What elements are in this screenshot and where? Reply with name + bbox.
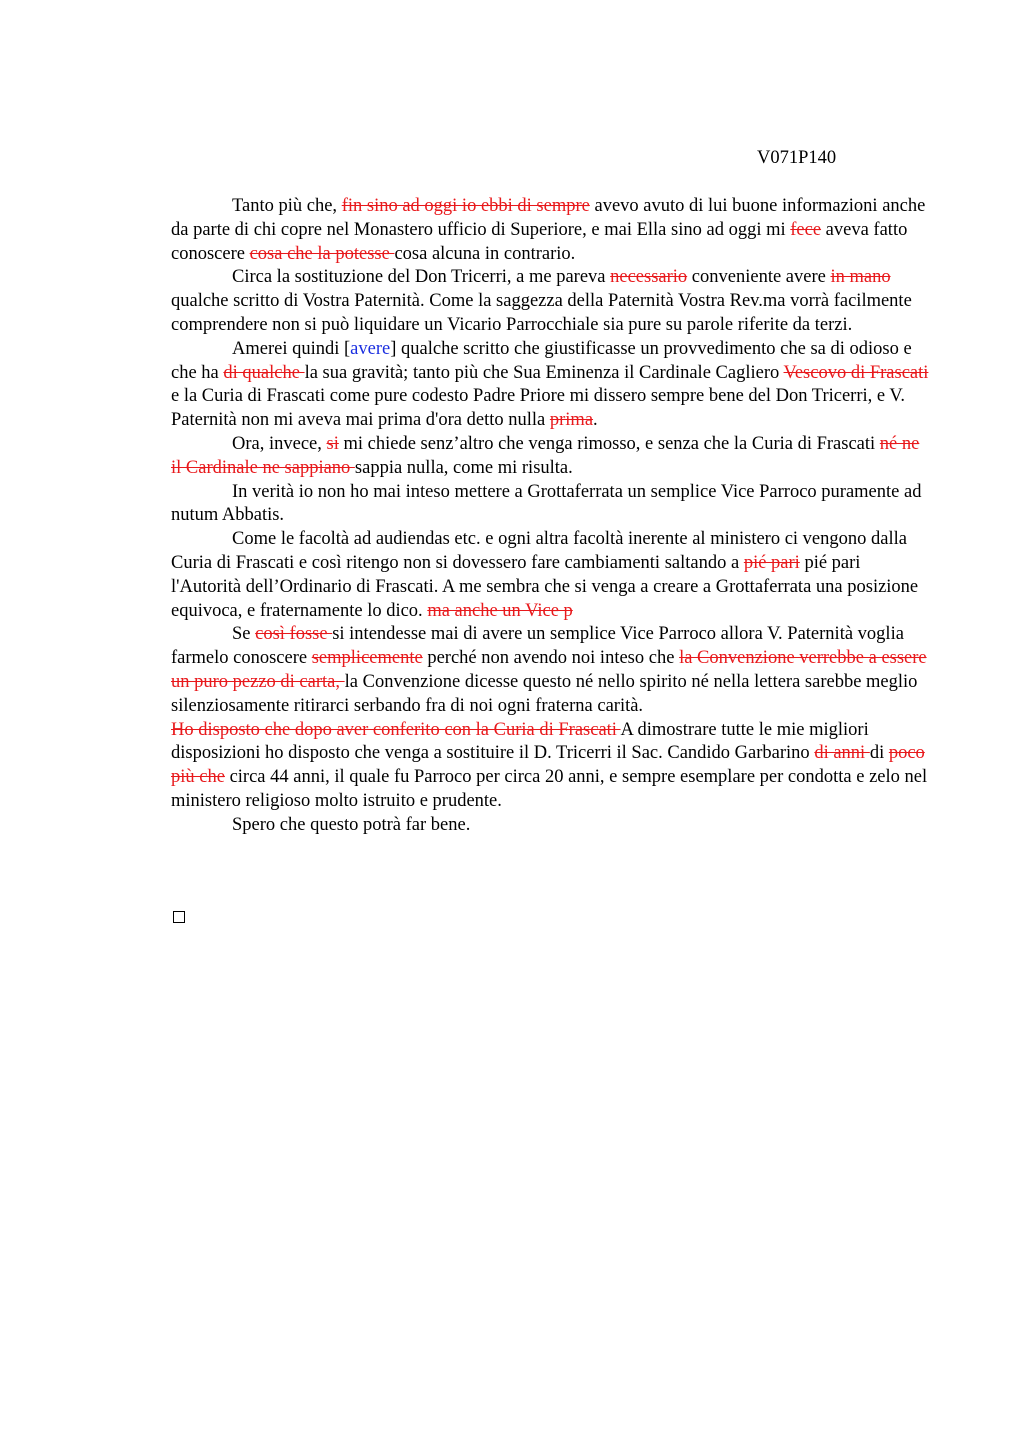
inserted-text: avere — [350, 338, 391, 359]
deleted-text: né ne il Cardinale ne sappiano — [171, 433, 920, 478]
deleted-text: fece — [790, 219, 822, 240]
paragraph — [171, 719, 931, 814]
deleted-text: Vescovo di Frascati — [783, 362, 929, 383]
text-run: ] qualche scritto che giustificasse un provvedimento che sa di odioso e che ha — [171, 338, 912, 383]
text-run: Spero che questo potrà far bene. — [232, 814, 471, 835]
text-run: In verità io non ho mai inteso mettere a Grottaferrata un semplice Vice Parroco puramente ad nutum Abbatis. — [171, 481, 922, 526]
deleted-text: di qualche — [223, 362, 305, 383]
text-run: Amerei quindi [ — [232, 338, 351, 359]
text-run: perché non avendo noi inteso che — [422, 648, 680, 669]
deleted-text: poco più che — [171, 743, 925, 788]
text-run: Circa la sostituzione del Don Tricerri, a me pareva — [232, 267, 611, 288]
deleted-text: di anni — [814, 743, 870, 764]
text-run: A dimostrare tutte le mie migliori disposizioni ho disposto che venga a sostituire il D. Tricerri il Sac. Candido Garbarino — [171, 719, 869, 764]
deleted-text: la Convenzione verrebbe a essere un puro pezzo di carta, — [171, 648, 927, 692]
text-run: si intendesse mai di avere un semplice Vice Parroco allora V. Paternità voglia farmelo conoscere — [171, 624, 904, 669]
paragraph — [171, 481, 931, 529]
paragraph — [171, 195, 931, 266]
paragraph — [171, 623, 931, 718]
text-run: avevo avuto di lui buone informazioni anche da parte di chi copre nel Monastero ufficio di Superiore, e mai Ella sino ad oggi mi — [171, 196, 926, 240]
text-run: Se — [232, 624, 256, 645]
paragraph — [171, 814, 931, 838]
deleted-text: semplicemente — [311, 648, 423, 669]
text-run: Come le facoltà ad audiendas etc. e ogni altra facoltà inerente al ministero ci vengono dalla Curia di Frascati e così ritengo non si dovessero fare cambiamenti saltando a — [171, 529, 907, 573]
text-run: mi chiede senz’altro che venga rimosso, e senza che la Curia di Frascati — [338, 433, 880, 454]
text-run: la Convenzione dicesse questo né nello spirito né nella lettera sarebbe meglio silenziosamente ritirarci serbando fra di noi ogni fraterna carità. — [171, 671, 918, 716]
deleted-text: cosa che la potesse — [249, 243, 395, 264]
letter-body — [171, 195, 931, 838]
page-identifier: V071P140 — [757, 148, 837, 168]
deleted-text: così fosse — [255, 624, 333, 645]
paragraph — [171, 338, 931, 433]
paragraph — [171, 528, 931, 623]
text-run: pié pari l'Autorità dell’Ordinario di Frascati. A me sembra che si venga a creare a Grottaferrata una posizione equivoca, e fraternamente lo dico. — [171, 552, 919, 621]
deleted-text: fin sino ad oggi io ebbi di sempre — [341, 196, 590, 216]
text-run: di — [869, 743, 889, 764]
text-run: sappia nulla, come mi risulta. — [354, 457, 573, 478]
deleted-text: prima — [549, 410, 594, 431]
text-run: aveva fatto conoscere — [171, 219, 908, 264]
text-run: circa 44 anni, il quale fu Parroco per circa 20 anni, e sempre esemplare per condotta e zelo nel ministero religioso molto istruito e prudente. — [171, 767, 928, 811]
text-run: la sua gravità; tanto più che Sua Eminenza il Cardinale Cagliero — [304, 362, 784, 383]
checkbox-square-icon — [173, 911, 185, 923]
paragraph — [171, 433, 931, 481]
text-run: . — [593, 410, 598, 431]
deleted-text: si — [326, 433, 339, 454]
deleted-text: necessario — [610, 267, 688, 288]
text-run: e la Curia di Frascati come pure codesto Padre Priore mi dissero sempre bene del Don Tricerri, e V. Paternità non mi aveva mai prima d'ora detto nulla — [171, 386, 905, 431]
text-run: Ora, invece, — [232, 433, 327, 454]
deleted-text: ma anche un Vice p — [427, 600, 573, 621]
text-run: qualche scritto di Vostra Paternità. Come la saggezza della Paternità Vostra Rev.ma vorrà facilmente comprendere non si può liquidare un Vicario Parrocchiale sia pure su parole riferite da terzi. — [171, 291, 912, 335]
deleted-text: pié pari — [743, 552, 800, 573]
text-run: cosa alcuna in contrario. — [394, 243, 576, 264]
paragraph — [171, 266, 931, 337]
deleted-text: Ho disposto che dopo aver conferito con la Curia di Frascati — [171, 719, 621, 740]
text-run: conveniente avere — [687, 267, 831, 288]
text-run: Tanto più che, — [232, 196, 342, 216]
deleted-text: in mano — [830, 267, 891, 288]
